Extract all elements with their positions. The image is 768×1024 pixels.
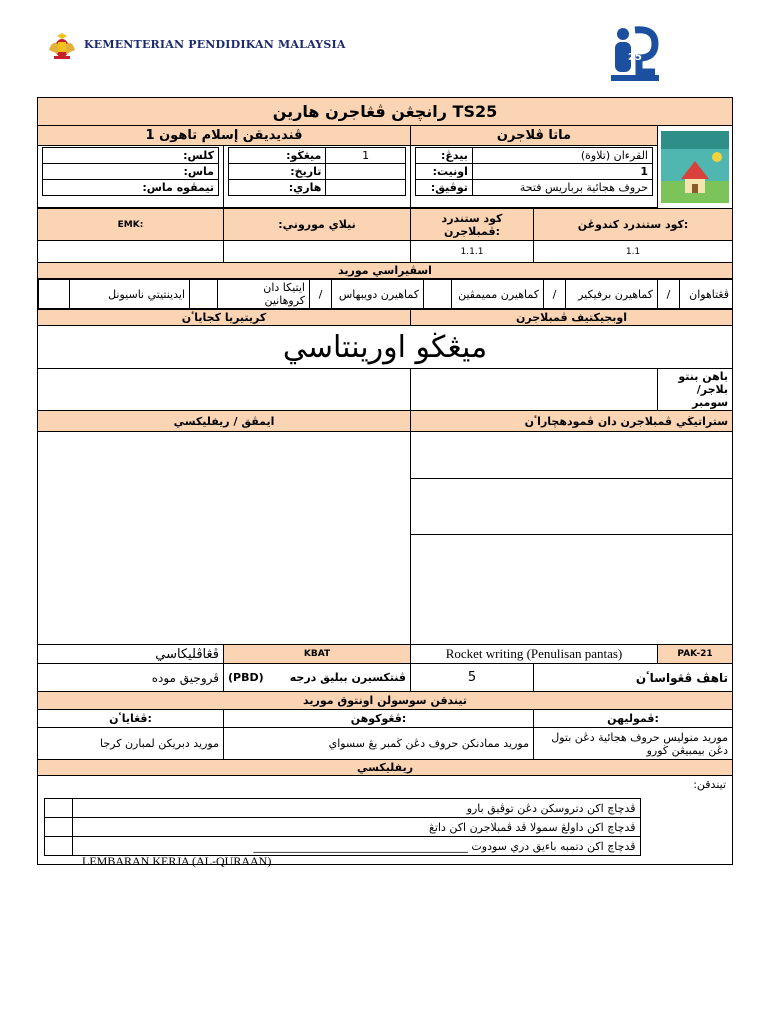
objective-label: اوبجيكتيف ڤمبلاجرن: [411, 310, 733, 326]
pak21-label: PAK-21: [658, 645, 733, 664]
aspirasi-thinking-mark: /: [544, 280, 566, 309]
reflection-row: [45, 799, 671, 818]
tempoh-label: تيمڤوه ماس:: [43, 180, 219, 196]
aspirasi-bilingual-mark: /: [310, 280, 332, 309]
sp-value: 1.1.1: [411, 241, 534, 263]
aspirasi-leadership: كماهيرن مميمڤين: [452, 280, 544, 309]
malaysia-crest-icon: [46, 32, 78, 60]
ministry-name: KEMENTERIAN PENDIDIKAN MALAYSIA: [84, 38, 346, 51]
aspirasi-identity: ايدينتيتي ناسيونل: [70, 280, 190, 309]
pbd-label: (PBD): [228, 671, 264, 684]
sp-label: كود ستندرد ڤمبلاجرن:: [411, 209, 534, 241]
tahap-label: تاهڤ ڤڠواساٴن: [534, 664, 733, 692]
bbm-value-left: [38, 369, 411, 411]
hari-value: [326, 180, 406, 196]
reflection-heading: ريفليكسي: [38, 760, 733, 776]
hari-label: هاري:: [229, 180, 326, 196]
reflection-row-text: ڤدچاچ اكن دتمبه باءيق دري سودوت _______________________________________: [73, 837, 641, 856]
aspirasi-items: [38, 279, 733, 310]
masa-label: ماس:: [43, 164, 219, 180]
subject-heading: ڤنديديقن إسلام تاهون 1: [38, 126, 411, 146]
tarikh-value: [326, 164, 406, 180]
tindakan-label: تيندقن:: [693, 778, 727, 791]
bbm-label: باهن بنتو بلاجر/ سومبر: [658, 369, 733, 411]
aspirasi-ethics: ايتيكا دان كروهانين: [218, 280, 310, 309]
aspirasi-knowledge: ڤڠتاهوان: [680, 280, 733, 309]
konteks-label: [224, 664, 411, 692]
aspirasi-leadership-mark: [424, 280, 452, 309]
aspirasi-identity-mark: [39, 280, 70, 309]
emk-value: [38, 241, 224, 263]
reflection-spacer: [640, 799, 670, 818]
bidang-label: بيدڠ:: [416, 148, 473, 164]
tindakan-heading: تيندقن سوسولن اونتوق موريد: [38, 692, 733, 710]
strategy-step-2: [411, 479, 733, 535]
impact-body: [38, 432, 411, 645]
minggu-value: 1: [326, 148, 406, 164]
bbm-value-right: [411, 369, 658, 411]
pengukuhan-label: ڤڠوكوهن:: [224, 710, 534, 728]
form-title: رانچڠن ڤڠاجرن هارين TS25: [38, 98, 733, 126]
topic-info: [411, 146, 658, 208]
nilai-label: نيلاي موروني:: [224, 209, 411, 241]
tarikh-label: تاريخ:: [229, 164, 326, 180]
reflection-options: [44, 798, 670, 856]
date-info: [224, 146, 411, 208]
svg-text:25: 25: [628, 52, 642, 63]
strategy-label: ستراتيڬي ڤمبلاجرن دان ڤمودهچاراٴن: [411, 411, 733, 432]
reflection-body: [38, 776, 733, 865]
tajuk-label: توڤيق:: [416, 180, 473, 196]
reflection-row-text: ڤدچاچ اكن دتروسكن دڠن توڤيق بارو: [73, 799, 641, 818]
aspirasi-knowledge-mark: /: [658, 280, 680, 309]
kbat-value: ڤڠاڤليكاسي: [38, 645, 224, 664]
aspirasi-bilingual: كماهيرن دويبهاس: [332, 280, 424, 309]
ts25-logo-icon: [609, 24, 661, 86]
footer-caption: LEMBARAN KERJA (AL-QURAAN): [82, 854, 272, 868]
bidang-value: القرءان (تلاوة): [472, 148, 652, 164]
reflection-checkbox-left[interactable]: [45, 837, 73, 856]
textbook-cover-icon: [661, 131, 729, 203]
tahap-value: 5: [411, 664, 534, 692]
unit-value: 1: [472, 164, 652, 180]
reflection-checkbox-left[interactable]: [45, 818, 73, 837]
unit-label: اونيت:: [416, 164, 473, 180]
kbat-label: KBAT: [224, 645, 411, 664]
nilai-value: [224, 241, 411, 263]
aspirasi-heading: اسڤيراسي موريد: [38, 263, 733, 279]
criteria-label: كريتيريا كجاياٴن: [38, 310, 411, 326]
sk-label: كود ستندرد كندوڠن:: [534, 209, 733, 241]
textbook-cover: [658, 126, 733, 209]
topic-title: ميڠڬو اورينتاسي: [38, 326, 733, 369]
reflection-spacer: [640, 837, 670, 856]
strategy-step-3: [411, 535, 733, 645]
strategy-step-1: [411, 432, 733, 479]
class-info: [38, 146, 224, 208]
pengayaan-label: ڤڠاياٴن:: [38, 710, 224, 728]
emk-label: EMK:: [38, 209, 224, 241]
pak21-value: Rocket writing (Penulisan pantas): [411, 645, 658, 664]
reflection-spacer: [640, 818, 670, 837]
pemulihan-value: موريد منوليس حروف هجائية دڠن بتول دڠن بيمبيڠن ڬورو: [534, 728, 733, 760]
reflection-row: [45, 837, 671, 856]
rph-form: [37, 97, 733, 865]
pengukuhan-value: موريد ممادنكن حروف دڠن ڬمبر يڠ سسواي: [224, 728, 534, 760]
aspirasi-ethics-mark: [190, 280, 218, 309]
reflection-row-text: ڤدچاچ اكن داولڠ سمولا ڤد ڤمبلاجرن اكن داتڠ: [73, 818, 641, 837]
subject-label: ماتا ڤلاجرن: [411, 126, 658, 146]
reflection-impact-label: ايمڤق / ريفليكسي: [38, 411, 411, 432]
konteks-text: ڤنتكسيرن ببليق درجه: [289, 671, 406, 684]
projek-value: ڤروجيق موده: [38, 664, 224, 692]
reflection-row: [45, 818, 671, 837]
reflection-checkbox-left[interactable]: [45, 799, 73, 818]
aspirasi-thinking: كماهيرن برفيكير: [566, 280, 658, 309]
pemulihan-label: ڤموليهن:: [534, 710, 733, 728]
tajuk-value: حروف هجائية برباريس فتحة: [472, 180, 652, 196]
sk-value: 1.1: [534, 241, 733, 263]
kelas-label: كلس:: [43, 148, 219, 164]
minggu-label: ميڠڬو:: [229, 148, 326, 164]
pengayaan-value: موريد دبريكن لمبارن كرجا: [38, 728, 224, 760]
